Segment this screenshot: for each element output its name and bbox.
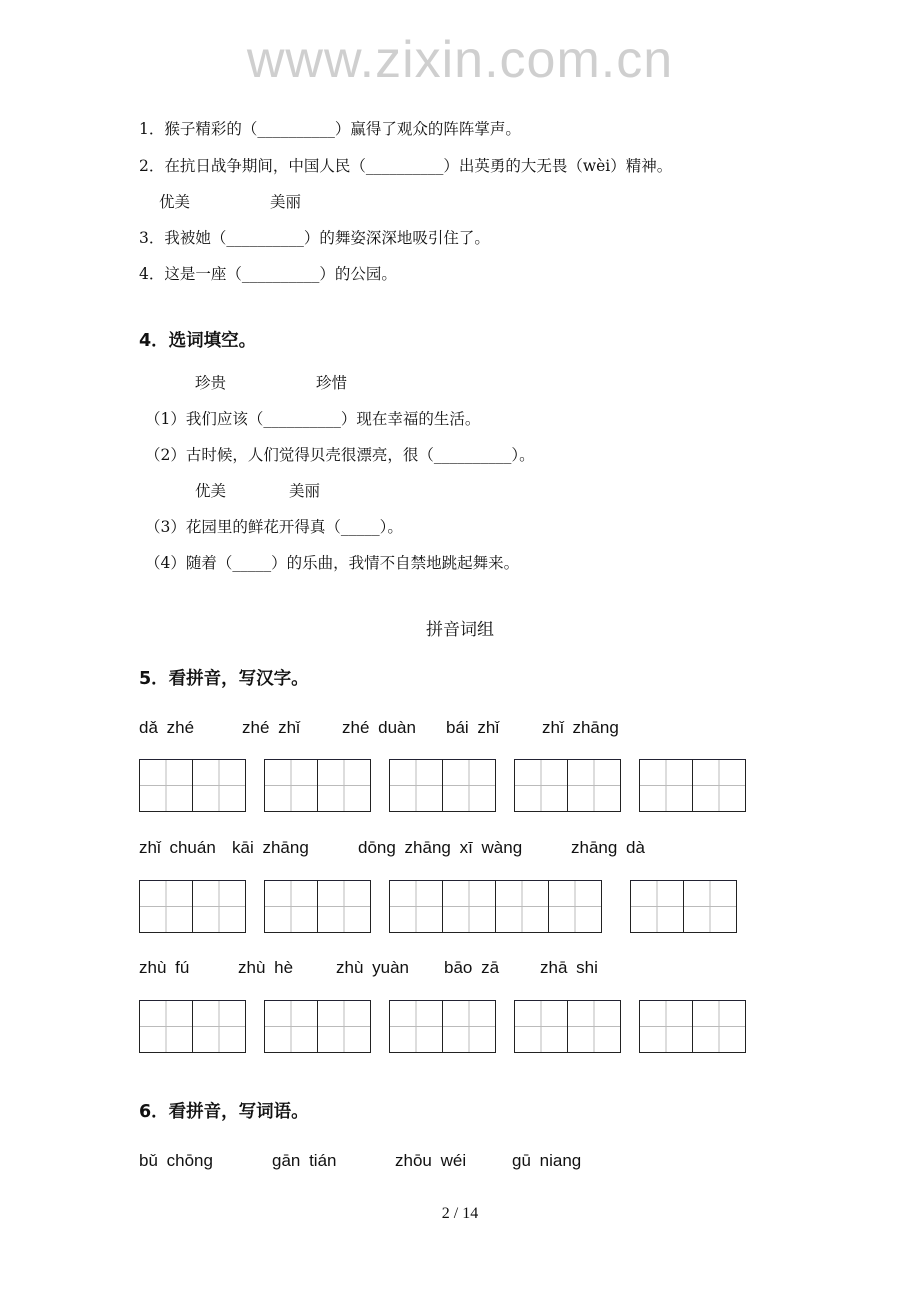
word-option: 美丽 <box>289 482 321 500</box>
tian-zi-ge-cell <box>264 880 318 933</box>
tian-zi-ge-cell <box>567 1000 621 1053</box>
tian-zi-ge-cell <box>692 759 746 812</box>
tian-zi-ge-cell <box>317 1000 371 1053</box>
word-option: 优美 <box>195 482 227 500</box>
pinyin: zhé duàn <box>342 718 416 737</box>
tian-zi-ge-cell <box>264 1000 318 1053</box>
character-grid <box>139 1000 245 1053</box>
tian-zi-ge-cell <box>139 880 193 933</box>
pinyin: zhāng dà <box>571 838 645 857</box>
tian-zi-ge-cell <box>192 1000 246 1053</box>
tian-zi-ge-cell <box>389 759 443 812</box>
tian-zi-ge-cell <box>442 1000 496 1053</box>
tian-zi-ge-cell <box>389 880 443 933</box>
pinyin: zhōu wéi <box>395 1151 467 1170</box>
tian-zi-ge-cell <box>317 759 371 812</box>
character-grid <box>639 1000 745 1053</box>
tian-zi-ge-cell <box>639 759 693 812</box>
character-grid <box>264 1000 370 1053</box>
pinyin: bái zhǐ <box>446 718 500 737</box>
sentence-3: 3．我被她（__________）的舞姿深深地吸引住了。 <box>139 229 490 247</box>
pinyin: gū niang <box>512 1151 582 1170</box>
pinyin: zhǐ chuán <box>139 838 216 857</box>
tian-zi-ge-cell <box>683 880 737 933</box>
pinyin: zhé zhǐ <box>242 718 300 737</box>
pinyin: bāo zā <box>444 958 500 977</box>
tian-zi-ge-cell <box>692 1000 746 1053</box>
section-title: 拼音词组 <box>426 620 494 640</box>
tian-zi-ge-cell <box>567 759 621 812</box>
tian-zi-ge-cell <box>639 1000 693 1053</box>
word-option: 珍惜 <box>316 374 348 392</box>
section-5-heading: 5．看拼音，写汉字。 <box>139 669 309 689</box>
pinyin: dōng zhāng xī wàng <box>358 838 523 857</box>
sentence-1: 1．猴子精彩的（__________）赢得了观众的阵阵掌声。 <box>139 120 521 138</box>
tian-zi-ge-cell <box>548 880 602 933</box>
character-grid <box>514 1000 620 1053</box>
tian-zi-ge-cell <box>264 759 318 812</box>
character-grid <box>389 1000 495 1053</box>
section-6-heading: 6．看拼音，写词语。 <box>139 1102 309 1122</box>
pinyin: zhù hè <box>238 958 294 977</box>
pinyin: zhǐ zhāng <box>542 718 619 737</box>
tian-zi-ge-cell <box>192 759 246 812</box>
character-grid <box>389 880 601 933</box>
character-grid <box>139 759 245 812</box>
tian-zi-ge-cell <box>514 1000 568 1053</box>
tian-zi-ge-cell <box>139 759 193 812</box>
sentence: （3）花园里的鲜花开得真（_____）。 <box>145 518 403 536</box>
sentence-4: 4．这是一座（__________）的公园。 <box>139 265 397 283</box>
page-number: 2 / 14 <box>441 1205 479 1222</box>
tian-zi-ge-cell <box>192 880 246 933</box>
pinyin: zhù yuàn <box>336 958 409 977</box>
tian-zi-ge-cell <box>389 1000 443 1053</box>
tian-zi-ge-cell <box>514 759 568 812</box>
tian-zi-ge-cell <box>442 880 496 933</box>
character-grid <box>264 880 370 933</box>
character-grid <box>139 880 245 933</box>
sentence: （2）古时候，人们觉得贝壳很漂亮，很（__________）。 <box>145 446 535 464</box>
character-grid <box>389 759 495 812</box>
word-option: 美丽 <box>270 193 302 211</box>
pinyin: kāi zhāng <box>232 838 309 857</box>
pinyin: gān tián <box>272 1151 337 1170</box>
pinyin: bǔ chōng <box>139 1151 213 1170</box>
word-option: 珍贵 <box>195 374 227 392</box>
tian-zi-ge-cell <box>442 759 496 812</box>
watermark: www.zixin.com.cn <box>246 31 674 89</box>
character-grid <box>639 759 745 812</box>
character-grid <box>264 759 370 812</box>
character-grid <box>630 880 736 933</box>
tian-zi-ge-cell <box>139 1000 193 1053</box>
sentence-2: 2．在抗日战争期间，中国人民（__________）出英勇的大无畏（wèi）精神。 <box>139 157 673 175</box>
pinyin: zhù fú <box>139 958 190 977</box>
sentence: （1）我们应该（__________）现在幸福的生活。 <box>145 410 481 428</box>
pinyin: zhā shi <box>540 958 598 977</box>
sentence: （4）随着（_____）的乐曲，我情不自禁地跳起舞来。 <box>145 554 520 572</box>
character-grid <box>514 759 620 812</box>
pinyin: dǎ zhé <box>139 718 195 737</box>
tian-zi-ge-cell <box>317 880 371 933</box>
section-4-heading: 4．选词填空。 <box>139 331 257 351</box>
tian-zi-ge-cell <box>630 880 684 933</box>
tian-zi-ge-cell <box>495 880 549 933</box>
word-option: 优美 <box>159 193 191 211</box>
